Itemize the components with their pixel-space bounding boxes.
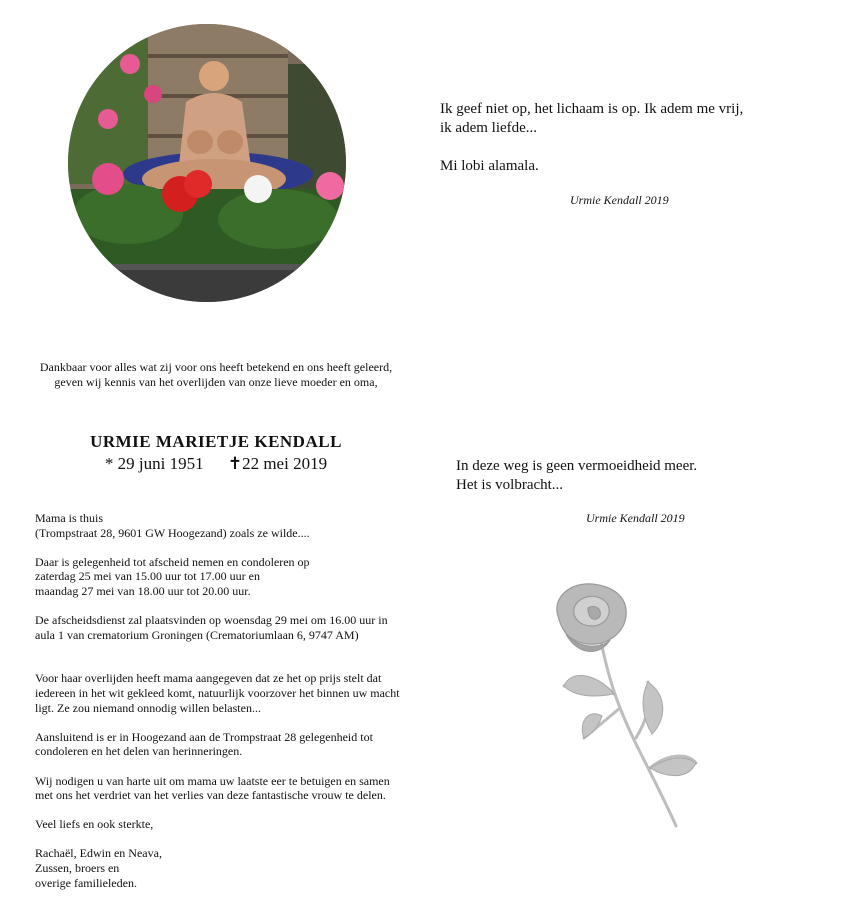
poem-top [440, 100, 800, 195]
birth-date: * 29 juni 1951 [104, 454, 204, 473]
paragraph: Wij nodigen u van harte uit om mama uw laatste eer te betuigen en samen met ons het verdriet van het verlies van deze fantastische vrouw te delen. [35, 773, 390, 803]
paragraph: Veel liefs en ook sterkte, [35, 817, 154, 832]
poem-line: Mi lobi alamala. [440, 158, 539, 174]
announcement-body [35, 511, 415, 905]
paragraph: Mama is thuis (Trompstraat 28, 9601 GW Hoogezand) zoals ze wilde.... [35, 511, 310, 540]
poem-line: Ik geef niet op, het lichaam is op. Ik adem me vrij, [440, 101, 744, 117]
announcement-intro [20, 360, 412, 390]
intro-line: geven wij kennis van het overlijden van onze lieve moeder en oma, [54, 375, 378, 389]
paragraph: Daar is gelegenheid tot afscheid nemen en condoleren op zaterdag 25 mei van 15.00 uur tot 17.00 uur en maandag 27 mei van 18.00 uur tot 20.00 uur. [35, 554, 310, 598]
deceased-name: URMIE MARIETJE KENDALL [90, 432, 342, 451]
death-date: ✝22 mei 2019 [227, 454, 328, 473]
poem-line: In deze weg is geen vermoeidheid meer. [456, 458, 698, 474]
poem-line: ik adem liefde... [440, 120, 538, 136]
poem-bottom-signature: Urmie Kendall 2019 [586, 511, 685, 525]
paragraph: Aansluitend is er in Hoogezand aan de Trompstraat 28 gelegenheid tot condoleren en het delen van herinneringen. [35, 729, 373, 759]
rose-illustration [548, 578, 708, 830]
poem-line: Het is volbracht... [456, 477, 564, 493]
signatories: Rachaël, Edwin en Neava, Zussen, broers en overige familieleden. [35, 846, 162, 890]
poem-top-signature: Urmie Kendall 2019 [570, 193, 669, 207]
poem-bottom [456, 457, 816, 495]
paragraph: De afscheidsdienst zal plaatsvinden op woensdag 29 mei om 16.00 uur in aula 1 van crematorium Groningen (Crematoriumlaan 6, 9747 AM) [35, 613, 388, 642]
paragraph: Voor haar overlijden heeft mama aangegeven dat ze het op prijs stelt dat iedereen in het wit gekleed komt, natuurlijk voorzover het binnen uw macht ligt. Ze zou niemand onnodig willen belasten... [35, 671, 400, 715]
intro-line: Dankbaar voor alles wat zij voor ons heeft betekend en ons heeft geleerd, [39, 360, 393, 374]
life-dates [20, 454, 412, 474]
memorial-photo [68, 24, 346, 302]
